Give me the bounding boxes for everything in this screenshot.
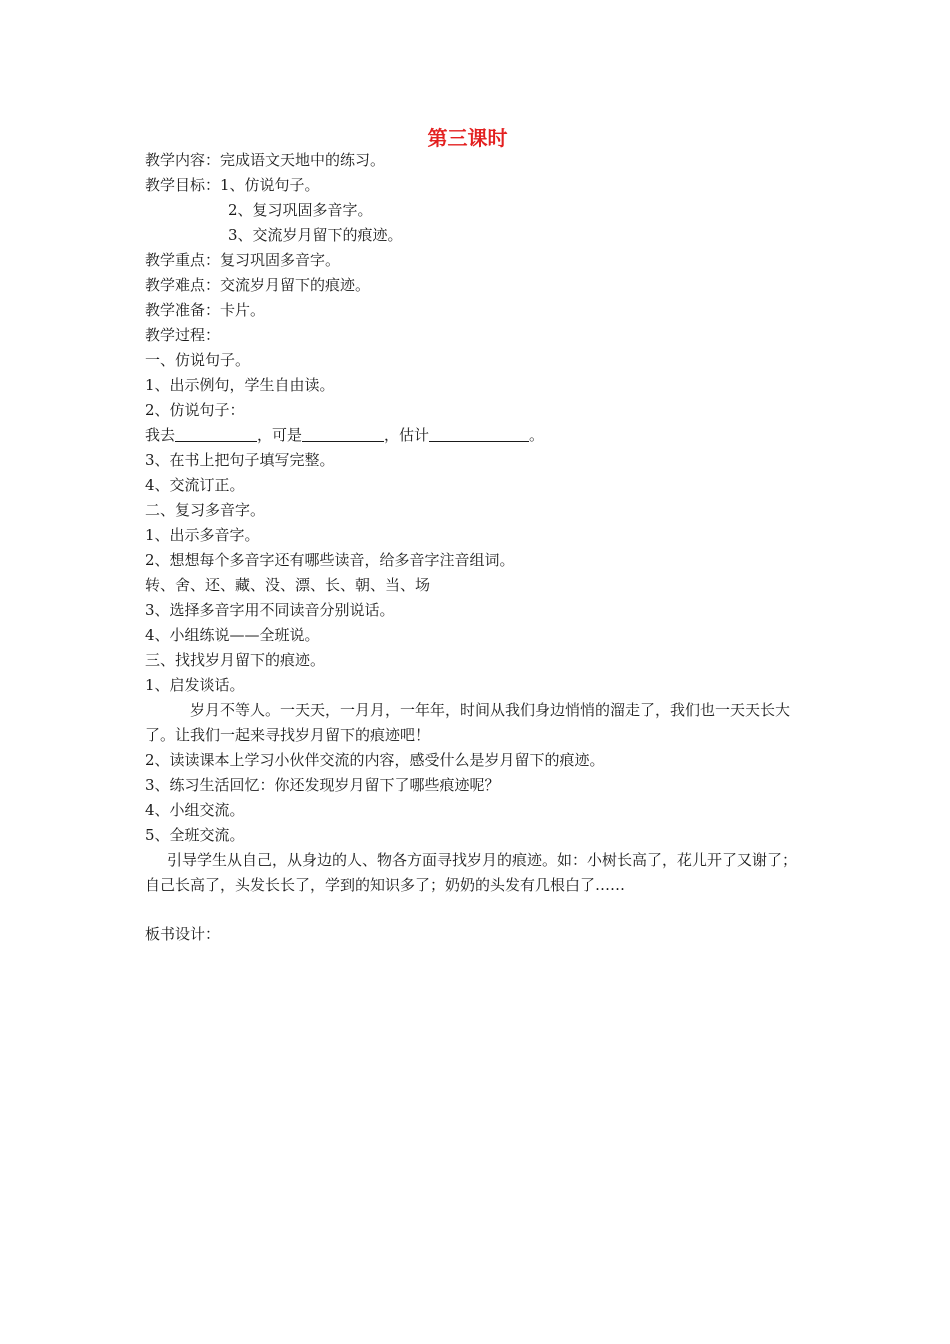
- section-1-item-2: 2、仿说句子：: [145, 401, 245, 419]
- section-3-paragraph-1: 岁月不等人。一天天，一月月，一年年，时间从我们身边悄悄的溜走了，我们也一天天长大了。让我们一起来寻找岁月留下的痕迹吧！: [145, 701, 791, 744]
- fill-blank-3: [429, 425, 529, 442]
- document-body: [145, 148, 805, 947]
- section-3-paragraph-2: 引导学生从自己，从身边的人、物各方面寻找岁月的痕迹。如：小树长高了，花儿开了又谢了；自己长高了，头发长长了，学到的知识多了；奶奶的头发有几根白了……: [145, 851, 798, 894]
- page-title: 第三课时: [427, 126, 508, 150]
- teaching-content: 教学内容：完成语文天地中的练习。: [145, 151, 386, 169]
- fill-text-a: 我去: [145, 426, 176, 444]
- fill-blank-1: [175, 425, 257, 442]
- teaching-goal-1: 教学目标：1、仿说句子。: [145, 176, 320, 194]
- section-2-item-3: 3、选择多音字用不同读音分别说话。: [145, 601, 395, 619]
- section-3-item-4: 4、小组交流。: [145, 801, 245, 819]
- section-3-item-3: 3、练习生活回忆：你还发现岁月留下了哪些痕迹呢？: [145, 776, 500, 794]
- section-3-item-5: 5、全班交流。: [145, 826, 245, 844]
- section-1-item-4: 4、交流订正。: [145, 476, 245, 494]
- section-2-item-1: 1、出示多音字。: [145, 526, 260, 544]
- fill-text-c: ，估计: [384, 426, 430, 444]
- teaching-preparation: 教学准备：卡片。: [145, 301, 266, 319]
- teaching-goal-3: 3、交流岁月留下的痕迹。: [228, 226, 403, 244]
- fill-text-d: 。: [529, 426, 545, 444]
- fill-text-b: ，可是: [257, 426, 303, 444]
- spacer: [145, 898, 805, 922]
- teaching-key-point: 教学重点：复习巩固多音字。: [145, 251, 341, 269]
- section-2-item-2: 2、想想每个多音字还有哪些读音，给多音字注音组词。: [145, 551, 515, 569]
- fill-blank-2: [302, 425, 384, 442]
- teaching-difficulty: 教学难点：交流岁月留下的痕迹。: [145, 276, 371, 294]
- section-2-heading: 二、复习多音字。: [145, 501, 266, 519]
- polyphone-list: 转、舍、还、藏、没、漂、长、朝、当、场: [145, 576, 431, 594]
- section-3-item-1: 1、启发谈话。: [145, 676, 245, 694]
- board-design-label: 板书设计：: [145, 925, 221, 943]
- section-3-heading: 三、找找岁月留下的痕迹。: [145, 651, 326, 669]
- section-3-item-2: 2、读读课本上学习小伙伴交流的内容，感受什么是岁月留下的痕迹。: [145, 751, 605, 769]
- teaching-process-label: 教学过程：: [145, 326, 221, 344]
- section-1-item-3: 3、在书上把句子填写完整。: [145, 451, 335, 469]
- section-1-heading: 一、仿说句子。: [145, 351, 251, 369]
- section-2-item-4: 4、小组练说——全班说。: [145, 626, 320, 644]
- teaching-goal-2: 2、复习巩固多音字。: [228, 201, 373, 219]
- fill-in-sentence: [145, 423, 805, 448]
- section-1-item-1: 1、出示例句，学生自由读。: [145, 376, 335, 394]
